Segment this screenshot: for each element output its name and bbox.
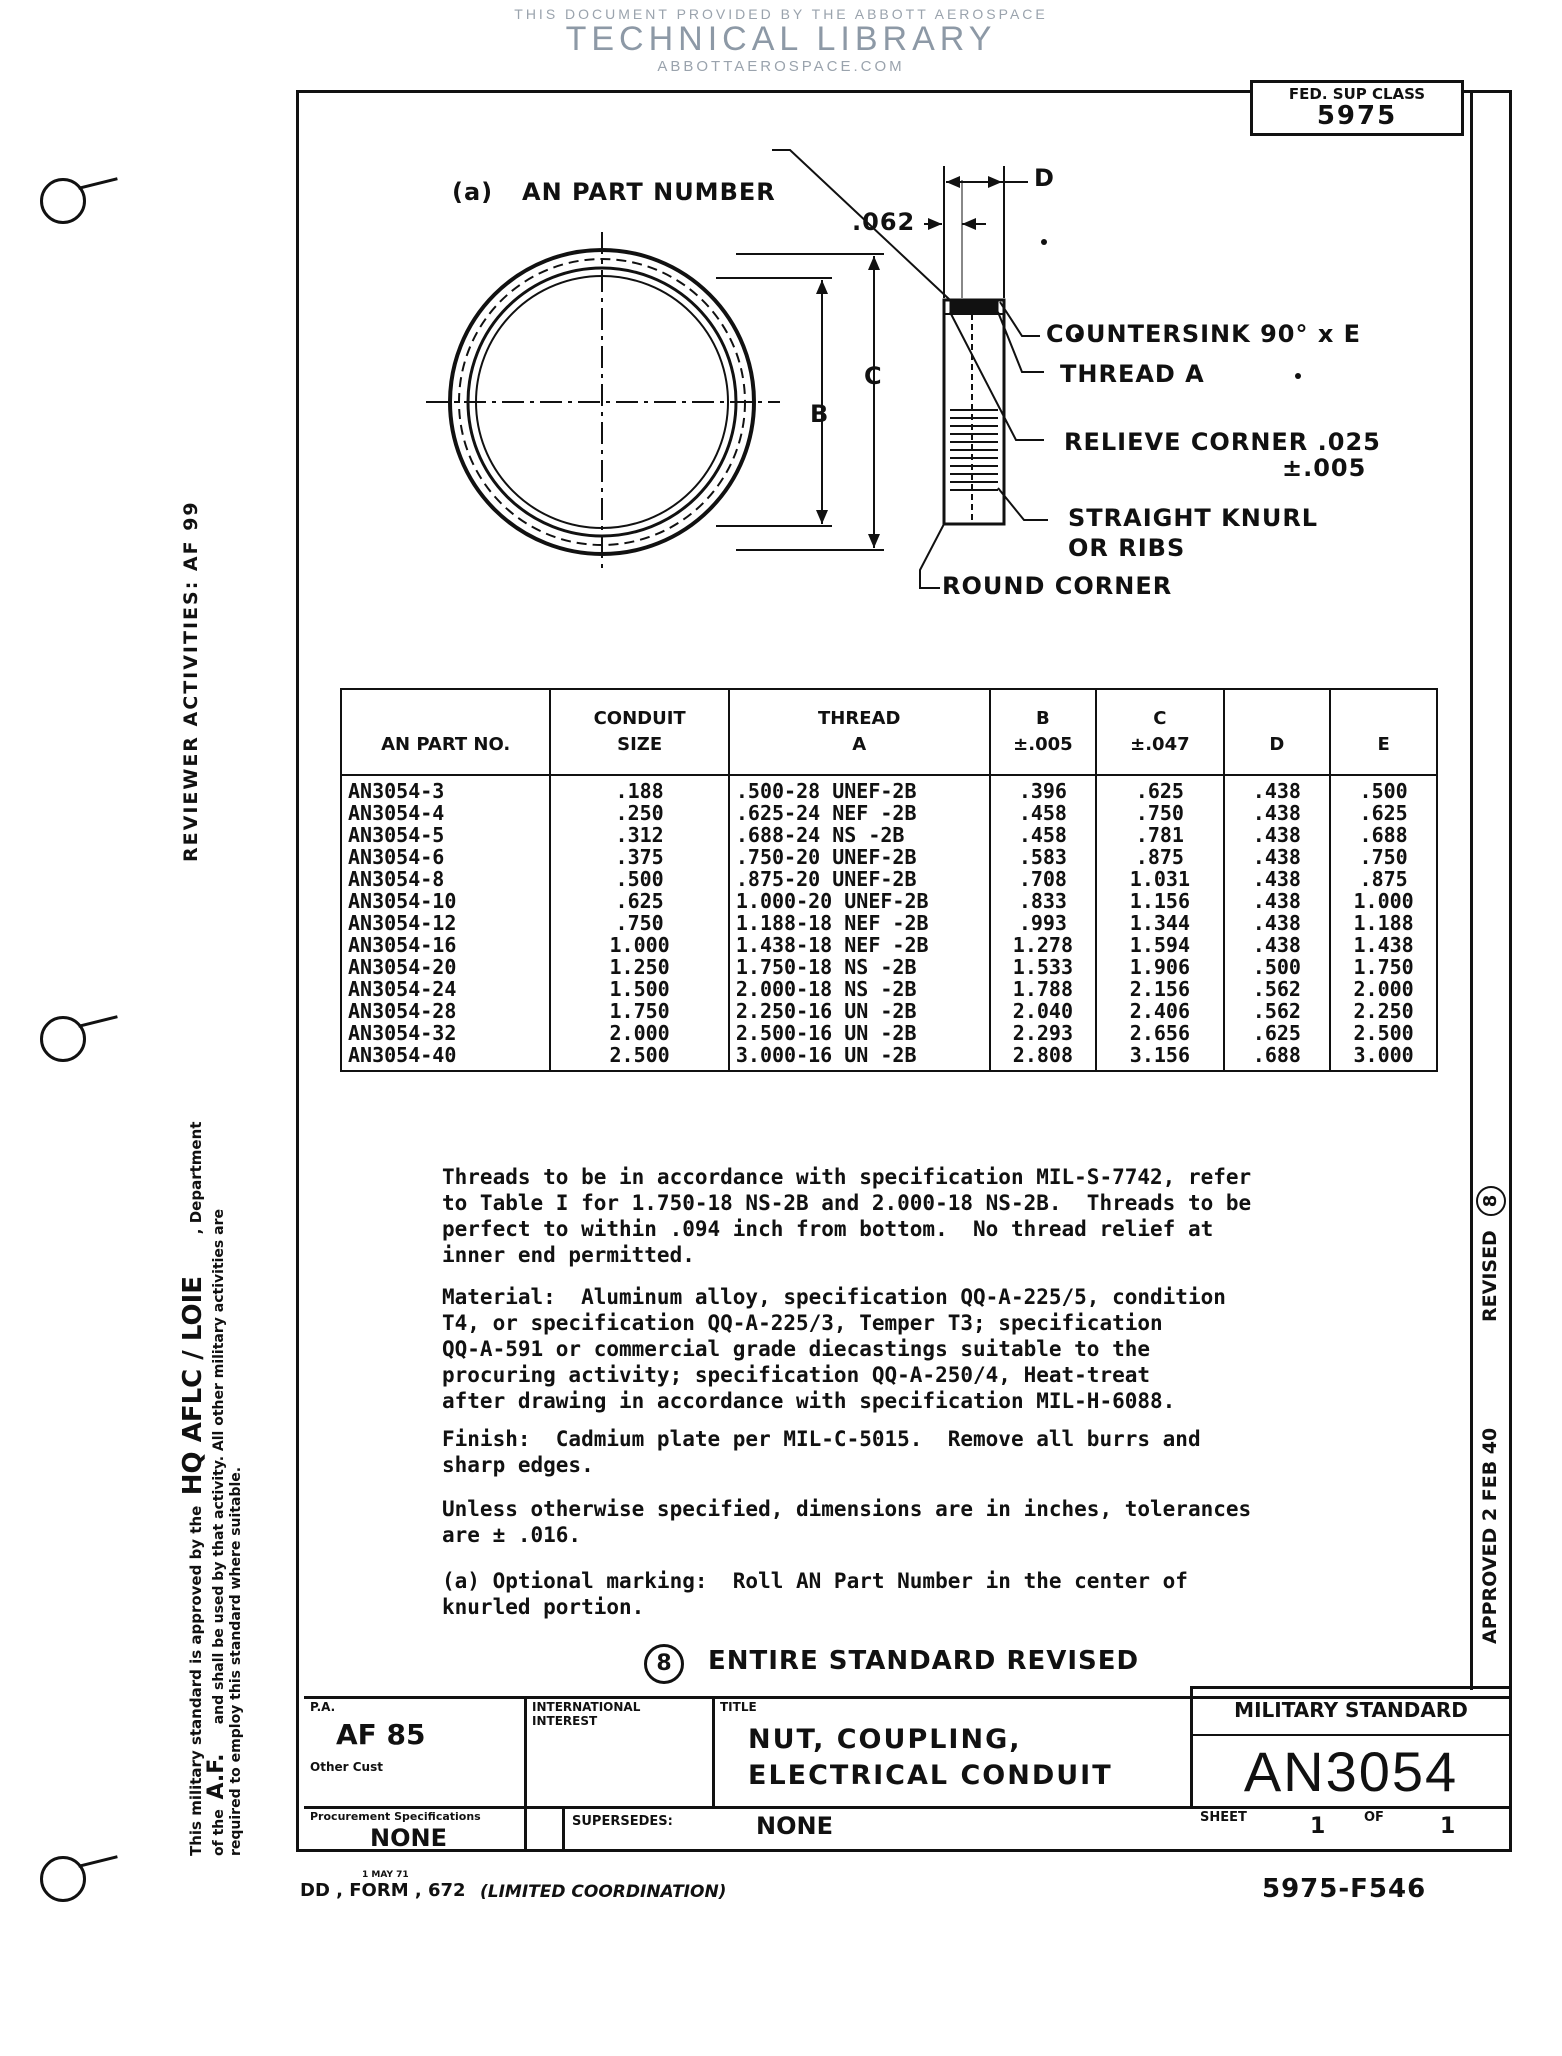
revision-note: ENTIRE STANDARD REVISED: [708, 1646, 1140, 1676]
table-row: [341, 846, 1437, 868]
cell-d-dim: .562: [1224, 1000, 1331, 1022]
cell-d-dim: .625: [1224, 1022, 1331, 1044]
cell-thread: 1.000-20 UNEF-2B: [729, 890, 990, 912]
cell-b-dim: .833: [990, 890, 1097, 912]
cell-c-dim: 3.156: [1096, 1044, 1223, 1071]
cell-d-dim: .438: [1224, 912, 1331, 934]
cell-b-dim: .458: [990, 824, 1097, 846]
header-thread: THREAD A: [729, 689, 990, 775]
cell-d-dim: .438: [1224, 846, 1331, 868]
approved-date: APPROVED 2 FEB 40: [1479, 1427, 1501, 1644]
procurement-spec-label: Procurement Specifications: [310, 1810, 481, 1823]
cell-thread: 3.000-16 UN -2B: [729, 1044, 990, 1071]
cell-b-dim: 2.808: [990, 1044, 1097, 1071]
knurl-callout: STRAIGHT KNURL: [1068, 504, 1319, 532]
note-tolerance: Unless otherwise specified, dimensions are in inches, tolerances are ± .016.: [442, 1497, 1252, 1547]
cell-part-no: AN3054-28: [341, 1000, 550, 1022]
header-conduit-size: CONDUIT SIZE: [550, 689, 729, 775]
cell-b-dim: .993: [990, 912, 1097, 934]
title-block-divider: [712, 1696, 715, 1806]
binder-hole-bottom: [40, 1856, 86, 1902]
table-row: [341, 912, 1437, 934]
cell-e-dim: 1.000: [1330, 890, 1437, 912]
cell-c-dim: .750: [1096, 802, 1223, 824]
table-row: [341, 802, 1437, 824]
table-header-row: [341, 689, 1437, 775]
cell-c-dim: 1.156: [1096, 890, 1223, 912]
cell-part-no: AN3054-4: [341, 802, 550, 824]
cell-thread: .500-28 UNEF-2B: [729, 775, 990, 802]
cell-c-dim: 2.656: [1096, 1022, 1223, 1044]
cell-part-no: AN3054-24: [341, 978, 550, 1000]
fed-sup-class-box: [1250, 80, 1464, 136]
relieve-corner-callout: RELIEVE CORNER .025: [1064, 428, 1381, 456]
cell-b-dim: 1.278: [990, 934, 1097, 956]
note-marker-a: (a): [452, 178, 494, 206]
cell-thread: .625-24 NEF -2B: [729, 802, 990, 824]
title-block-divider: [304, 1806, 1512, 1809]
intl-interest-label-2: INTEREST: [532, 1714, 598, 1728]
sheet-label: SHEET: [1200, 1810, 1247, 1825]
military-standard-label: MILITARY STANDARD: [1234, 1698, 1468, 1722]
cell-c-dim: .875: [1096, 846, 1223, 868]
binder-hole-tail: [78, 1855, 118, 1868]
round-corner-callout: ROUND CORNER: [942, 572, 1173, 600]
table-row: [341, 1000, 1437, 1022]
cell-d-dim: .688: [1224, 1044, 1331, 1071]
pa-value: AF 85: [336, 1718, 426, 1751]
title-label: TITLE: [720, 1700, 757, 1714]
fed-sup-class-value: 5975: [1316, 101, 1398, 131]
cell-thread: .688-24 NS -2B: [729, 824, 990, 846]
cell-thread: 2.500-16 UN -2B: [729, 1022, 990, 1044]
cell-thread: 1.438-18 NEF -2B: [729, 934, 990, 956]
approval-statement-line2: of the A.F. and shall be used by that activity. All other military activities are: [204, 1209, 229, 1856]
cell-e-dim: 1.750: [1330, 956, 1437, 978]
approval-statement-line1: This military standard is approved by the HQ AFLC / LOIE , Department: [178, 1121, 208, 1856]
cell-thread: 2.250-16 UN -2B: [729, 1000, 990, 1022]
table-row: [341, 868, 1437, 890]
countersink-callout: COUNTERSINK 90° x E: [1046, 320, 1362, 348]
cell-e-dim: .500: [1330, 775, 1437, 802]
cell-b-dim: .458: [990, 802, 1097, 824]
header-d: D: [1224, 689, 1331, 775]
cell-c-dim: 1.344: [1096, 912, 1223, 934]
cell-d-dim: .438: [1224, 802, 1331, 824]
header-b: B ±.005: [990, 689, 1097, 775]
cell-c-dim: 1.594: [1096, 934, 1223, 956]
approval-statement-line3: required to employ this standard where suitable.: [228, 1466, 244, 1856]
cell-d-dim: .500: [1224, 956, 1331, 978]
cell-thread: 1.750-18 NS -2B: [729, 956, 990, 978]
binder-hole-tail: [78, 1015, 118, 1028]
cell-conduit-size: .625: [550, 890, 729, 912]
title-line-2: ELECTRICAL CONDUIT: [748, 1760, 1113, 1791]
cell-part-no: AN3054-20: [341, 956, 550, 978]
cell-c-dim: 2.406: [1096, 1000, 1223, 1022]
cell-e-dim: 2.500: [1330, 1022, 1437, 1044]
header-c: C ±.047: [1096, 689, 1223, 775]
cell-conduit-size: 1.000: [550, 934, 729, 956]
cell-conduit-size: 1.500: [550, 978, 729, 1000]
cell-e-dim: 2.250: [1330, 1000, 1437, 1022]
sheet-value: 1: [1310, 1814, 1326, 1839]
cell-d-dim: .438: [1224, 934, 1331, 956]
reviewer-activities: REVIEWER ACTIVITIES: AF 99: [180, 500, 202, 862]
table-row: [341, 1044, 1437, 1071]
cell-conduit-size: .312: [550, 824, 729, 846]
cell-b-dim: .583: [990, 846, 1097, 868]
cell-thread: .750-20 UNEF-2B: [729, 846, 990, 868]
title-block-divider: [562, 1806, 565, 1852]
supersedes-value: NONE: [756, 1812, 833, 1840]
cell-b-dim: 2.293: [990, 1022, 1097, 1044]
note-threads: Threads to be in accordance with specification MIL-S-7742, refer to Table I for 1.750-18 NS-2B and 2.000-18 NS-2B. Threads to be perfect to within .094 inch from bottom. No thread relief at inner end permitted.: [442, 1165, 1252, 1267]
cell-part-no: AN3054-40: [341, 1044, 550, 1071]
table-row: [341, 934, 1437, 956]
revised-symbol: 8: [1476, 1186, 1506, 1216]
cell-c-dim: .781: [1096, 824, 1223, 846]
cell-conduit-size: 1.250: [550, 956, 729, 978]
cell-conduit-size: .188: [550, 775, 729, 802]
cell-part-no: AN3054-12: [341, 912, 550, 934]
cell-thread: .875-20 UNEF-2B: [729, 868, 990, 890]
relieve-corner-tolerance: ±.005: [1282, 454, 1367, 482]
cell-b-dim: 1.788: [990, 978, 1097, 1000]
pa-label: P.A.: [310, 1700, 336, 1714]
cell-c-dim: 1.906: [1096, 956, 1223, 978]
cell-e-dim: 3.000: [1330, 1044, 1437, 1071]
note-finish: Finish: Cadmium plate per MIL-C-5015. Remove all burrs and sharp edges.: [442, 1427, 1201, 1477]
cell-conduit-size: .375: [550, 846, 729, 868]
dim-c-label: C: [864, 362, 883, 390]
form-date: 1 MAY 71: [362, 1870, 409, 1880]
cell-thread: 1.188-18 NEF -2B: [729, 912, 990, 934]
cell-d-dim: .438: [1224, 824, 1331, 846]
cell-e-dim: .875: [1330, 868, 1437, 890]
part-number-callout: AN PART NUMBER: [522, 178, 776, 206]
supersedes-label: SUPERSEDES:: [572, 1814, 673, 1829]
table-row: [341, 824, 1437, 846]
dim-d-label: D: [1034, 164, 1055, 192]
form-number: DD , FORM , 672: [300, 1880, 466, 1901]
cell-conduit-size: .250: [550, 802, 729, 824]
cell-e-dim: 1.188: [1330, 912, 1437, 934]
cell-e-dim: 2.000: [1330, 978, 1437, 1000]
cell-conduit-size: .750: [550, 912, 729, 934]
catalog-code: 5975-F546: [1262, 1874, 1427, 1904]
title-block-divider: [1190, 1686, 1512, 1689]
cell-part-no: AN3054-3: [341, 775, 550, 802]
binder-hole-top: [40, 178, 86, 224]
cell-conduit-size: 1.750: [550, 1000, 729, 1022]
cell-d-dim: .438: [1224, 775, 1331, 802]
cell-part-no: AN3054-8: [341, 868, 550, 890]
revised-label: REVISED: [1479, 1230, 1501, 1322]
cell-e-dim: 1.438: [1330, 934, 1437, 956]
knurl-callout-2: OR RIBS: [1068, 534, 1186, 562]
watermark-title: TECHNICAL LIBRARY: [565, 20, 997, 58]
note-material: Material: Aluminum alloy, specification QQ-A-225/5, condition T4, or specification QQ-A-225/3, Temper T3; specification QQ-A-591 or commercial grade diecastings suitable to the procuring activity; specification QQ-A-250/4, Heat-treat after drawing in accordance with specification MIL-H-6088.: [442, 1285, 1226, 1413]
cell-b-dim: .396: [990, 775, 1097, 802]
cell-thread: 2.000-18 NS -2B: [729, 978, 990, 1000]
cell-conduit-size: 2.000: [550, 1022, 729, 1044]
of-value: 1: [1440, 1814, 1456, 1839]
table-row: [341, 775, 1437, 802]
cell-conduit-size: .500: [550, 868, 729, 890]
cell-d-dim: .438: [1224, 868, 1331, 890]
cell-d-dim: .562: [1224, 978, 1331, 1000]
cell-c-dim: .625: [1096, 775, 1223, 802]
table-row: [341, 956, 1437, 978]
note-marking: (a) Optional marking: Roll AN Part Number in the center of knurled portion.: [442, 1569, 1188, 1619]
cell-b-dim: 1.533: [990, 956, 1097, 978]
procurement-spec-value: NONE: [370, 1824, 447, 1852]
cell-c-dim: 1.031: [1096, 868, 1223, 890]
header-part-no: AN PART NO.: [341, 689, 550, 775]
intl-interest-label-1: INTERNATIONAL: [532, 1700, 641, 1714]
cell-c-dim: 2.156: [1096, 978, 1223, 1000]
limited-coordination: (LIMITED COORDINATION): [480, 1882, 727, 1902]
of-label: OF: [1364, 1810, 1384, 1825]
binder-hole-tail: [78, 177, 118, 190]
watermark-url: ABBOTTAEROSPACE.COM: [657, 58, 905, 75]
cell-b-dim: 2.040: [990, 1000, 1097, 1022]
cell-e-dim: .688: [1330, 824, 1437, 846]
standard-number: AN3054: [1243, 1740, 1459, 1803]
title-block-divider: [524, 1696, 527, 1852]
cell-d-dim: .438: [1224, 890, 1331, 912]
title-block-divider: [1190, 1734, 1512, 1736]
dim-b-label: B: [810, 400, 830, 428]
other-cust-label: Other Cust: [310, 1760, 383, 1774]
dim-062-label: .062: [852, 208, 916, 236]
table-row: [341, 1022, 1437, 1044]
cell-e-dim: .750: [1330, 846, 1437, 868]
fed-sup-class-label: FED. SUP CLASS: [1288, 85, 1426, 103]
cell-part-no: AN3054-6: [341, 846, 550, 868]
cell-part-no: AN3054-16: [341, 934, 550, 956]
title-line-1: NUT, COUPLING,: [748, 1724, 1022, 1755]
approval-org: HQ AFLC / LOIE: [178, 1275, 208, 1496]
header-e: E: [1330, 689, 1437, 775]
revision-symbol: 8: [644, 1644, 684, 1684]
dimension-table: [340, 688, 1438, 1072]
binder-hole-middle: [40, 1016, 86, 1062]
table-row: [341, 890, 1437, 912]
cell-b-dim: .708: [990, 868, 1097, 890]
cell-part-no: AN3054-5: [341, 824, 550, 846]
cell-e-dim: .625: [1330, 802, 1437, 824]
watermark-provider: THIS DOCUMENT PROVIDED BY THE ABBOTT AEROSPACE: [514, 6, 1048, 22]
table-row: [341, 978, 1437, 1000]
cell-part-no: AN3054-32: [341, 1022, 550, 1044]
cell-part-no: AN3054-10: [341, 890, 550, 912]
cell-conduit-size: 2.500: [550, 1044, 729, 1071]
thread-callout: THREAD A: [1060, 360, 1205, 388]
